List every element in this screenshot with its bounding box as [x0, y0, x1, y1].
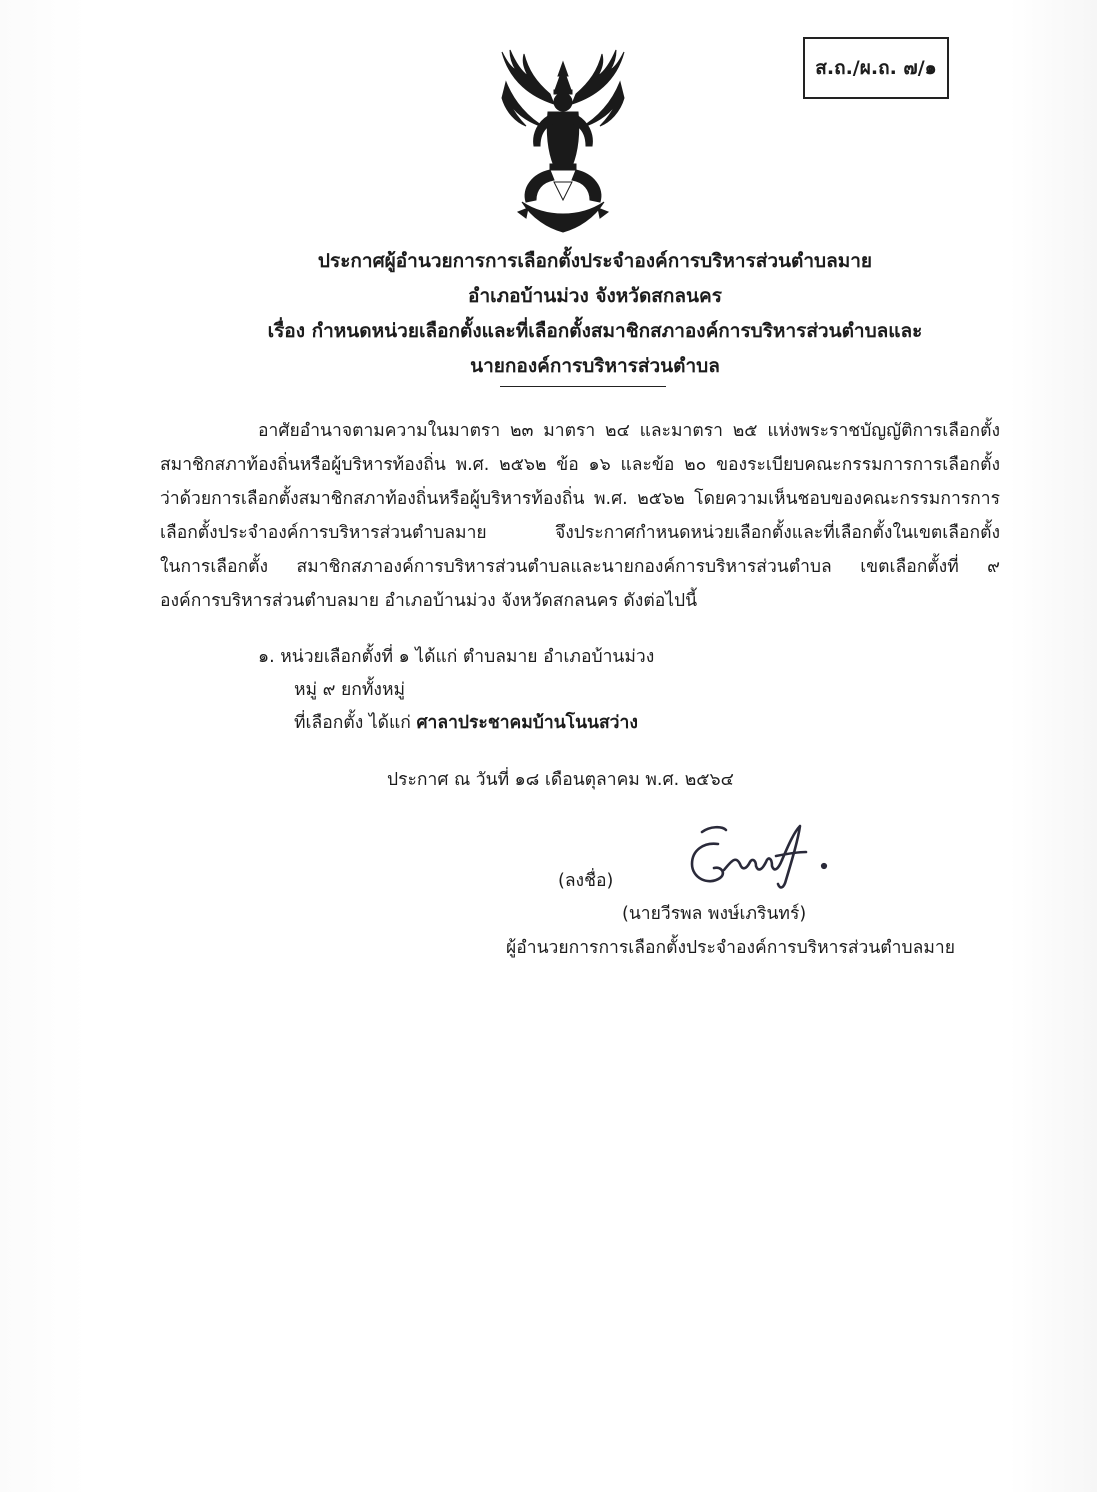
header-divider	[500, 386, 666, 387]
garuda-emblem-icon	[492, 42, 634, 238]
announcement-header	[160, 244, 1030, 384]
handwritten-signature	[680, 820, 840, 894]
header-title-line: ประกาศผู้อำนวยการการเลือกตั้งประจำองค์การบริหารส่วนตำบลมาย	[317, 250, 873, 272]
header-subject-line-cont: นายกองค์การบริหารส่วนตำบล	[470, 355, 720, 377]
form-code-box	[803, 37, 949, 99]
signature-label: (ลงชื่อ)	[558, 871, 614, 891]
announcement-date: ประกาศ ณ วันที่ ๑๘ เดือนตุลาคม พ.ศ. ๒๕๖๔	[387, 770, 734, 790]
body-line: องค์การบริหารส่วนตำบลมาย อำเภอบ้านม่วง จังหวัดสกลนคร ดังต่อไปนี้	[160, 591, 698, 611]
signer-title: ผู้อำนวยการการเลือกตั้งประจำองค์การบริหารส่วนตำบลมาย	[506, 938, 955, 958]
announcement-body	[160, 414, 1000, 618]
polling-place-name: ศาลาประชาคมบ้านโนนสว่าง	[416, 713, 638, 733]
polling-unit-line: ๑. หน่วยเลือกตั้งที่ ๑ ได้แก่ ตำบลมาย อำเภอบ้านม่วง	[258, 647, 655, 667]
body-line: อาศัยอำนาจตามความในมาตรา ๒๓ มาตรา ๒๔ และมาตรา ๒๕ แห่งพระราชบัญญัติการเลือกตั้ง	[258, 421, 1000, 441]
body-line: เลือกตั้งประจำองค์การบริหารส่วนตำบลมาย จึงประกาศกำหนดหน่วยเลือกตั้งและที่เลือกตั้งในเขตเลือกตั้ง	[160, 523, 1000, 543]
signer-name: (นายวีรพล พงษ์เภรินทร์)	[622, 904, 807, 924]
body-line: สมาชิกสภาท้องถิ่นหรือผู้บริหารท้องถิ่น พ.ศ. ๒๕๖๒ ข้อ ๑๖ และข้อ ๒๐ ของระเบียบคณะกรรมการการเลือกตั้ง	[160, 455, 1000, 475]
body-line: ในการเลือกตั้ง สมาชิกสภาองค์การบริหารส่วนตำบลและนายกองค์การบริหารส่วนตำบล เขตเลือกตั้งที่ ๙	[160, 557, 1000, 577]
polling-place	[294, 707, 638, 740]
form-code-text: ส.ถ./ผ.ถ. ๗/๑	[815, 57, 937, 79]
body-line: ว่าด้วยการเลือกตั้งสมาชิกสภาท้องถิ่นหรือผู้บริหารท้องถิ่น พ.ศ. ๒๕๖๒ โดยความเห็นชอบของคณะกรรมการการ	[160, 489, 1000, 509]
polling-place-prefix: ที่เลือกตั้ง ได้แก่	[294, 713, 417, 733]
header-location-line: อำเภอบ้านม่วง จังหวัดสกลนคร	[468, 285, 722, 307]
header-subject-line: เรื่อง กำหนดหน่วยเลือกตั้งและที่เลือกตั้งสมาชิกสภาองค์การบริหารส่วนตำบลและ	[267, 320, 923, 342]
polling-unit-village: หมู่ ๙ ยกทั้งหมู่	[294, 680, 406, 700]
